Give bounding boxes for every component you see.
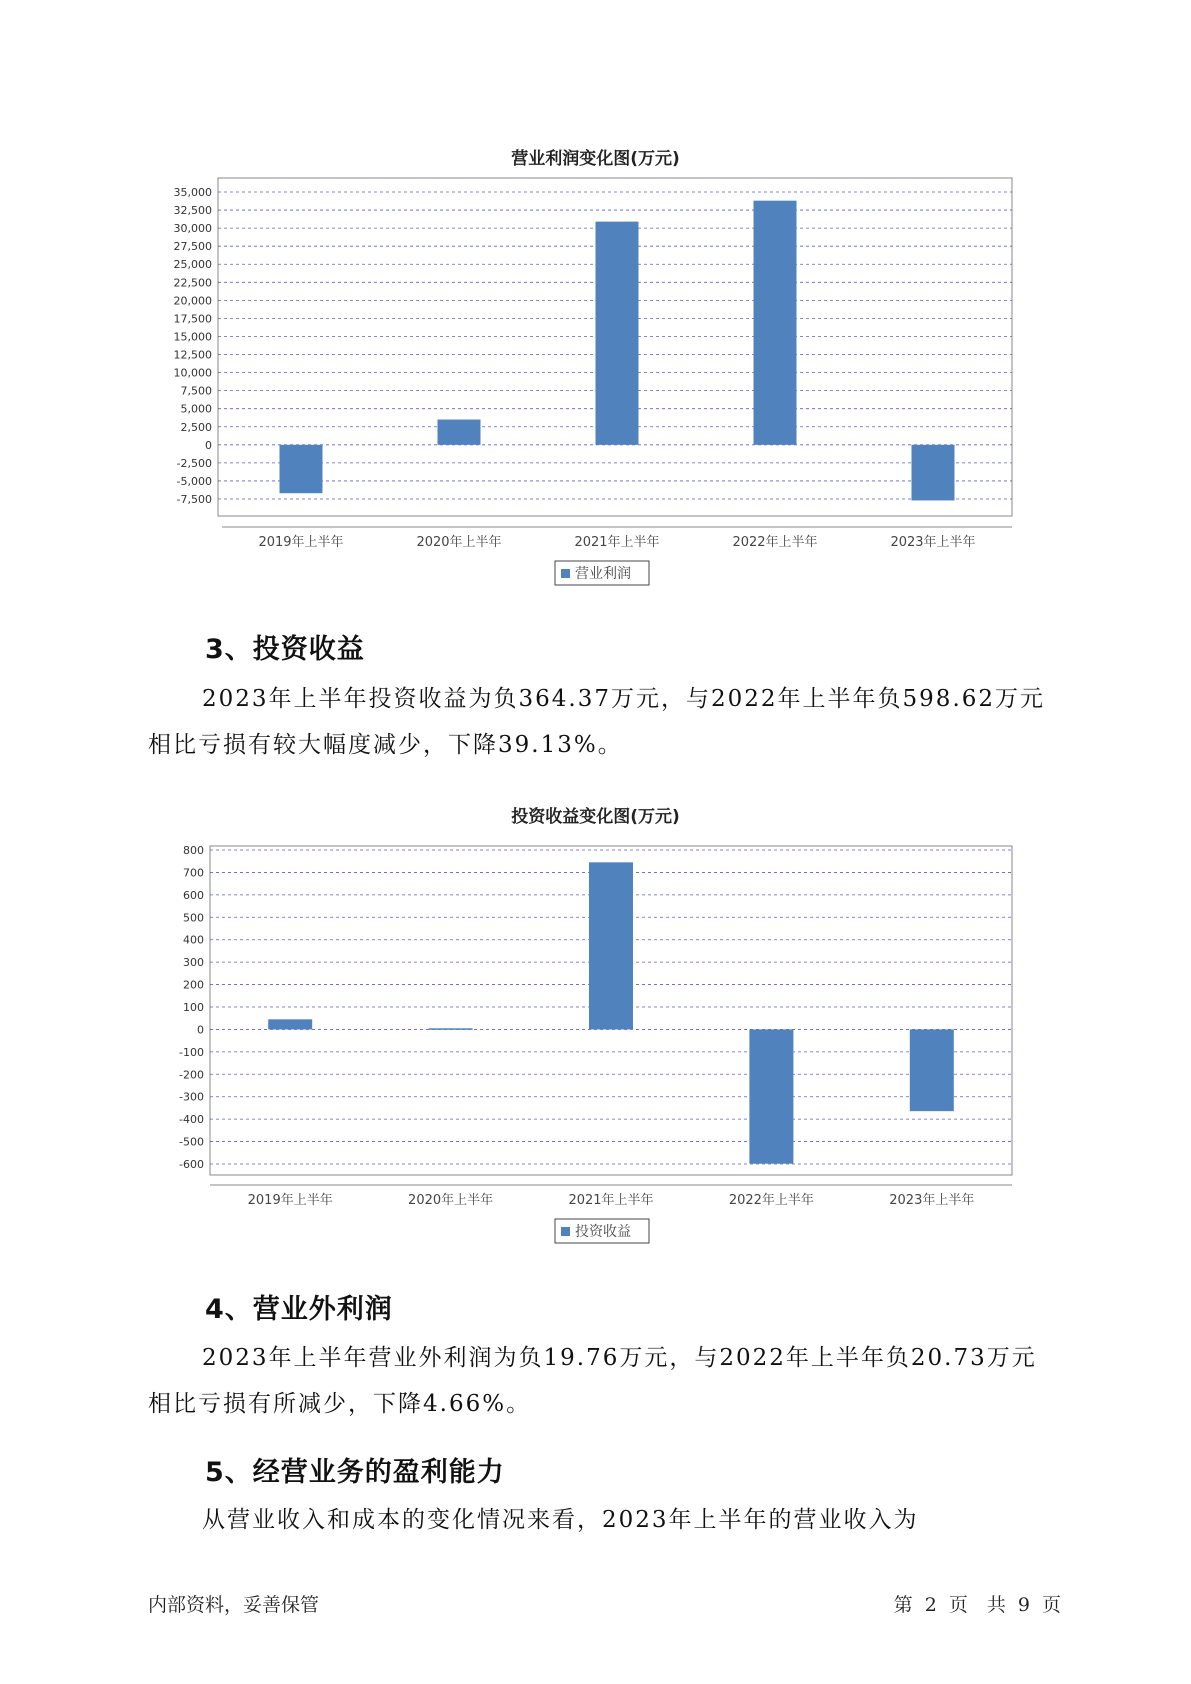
y-tick-label: 15,000 — [173, 330, 212, 344]
y-tick-label: 300 — [183, 956, 204, 970]
y-tick-label: 7,500 — [180, 384, 212, 398]
y-tick-label: 30,000 — [173, 222, 212, 236]
y-tick-label: -500 — [179, 1135, 204, 1149]
y-tick-label: 27,500 — [173, 240, 212, 254]
bar — [268, 1019, 312, 1029]
y-tick-label: -200 — [179, 1068, 204, 1082]
chart1-title: 营业利润变化图(万元) — [511, 149, 680, 169]
y-tick-label: -300 — [179, 1090, 204, 1104]
bar — [749, 1029, 793, 1163]
legend-label: 营业利润 — [575, 566, 631, 582]
y-tick-label: -400 — [179, 1113, 204, 1127]
bar — [596, 222, 639, 445]
y-tick-label: 200 — [183, 978, 204, 992]
y-tick-label: 5,000 — [180, 402, 212, 416]
y-tick-label: 700 — [183, 866, 204, 880]
x-tick-label: 2019年上半年 — [247, 1193, 333, 1208]
bar — [429, 1028, 473, 1030]
legend — [555, 561, 649, 585]
y-tick-label: 500 — [183, 911, 204, 925]
y-tick-label: 12,500 — [173, 348, 212, 362]
bar — [910, 1029, 954, 1111]
bar — [589, 862, 633, 1029]
footer-confidential-note: 内部资料，妥善保管 — [148, 1594, 320, 1616]
y-tick-label: 400 — [183, 933, 204, 947]
y-tick-label: 17,500 — [173, 312, 212, 326]
legend — [555, 1219, 649, 1243]
y-tick-label: 2,500 — [180, 420, 212, 434]
section3-paragraph: 2023年上半年投资收益为负364.37万元，与2022年上半年负598.62万元相比亏损有较大幅度减少，下降39.13%。 — [148, 686, 1046, 758]
operating-profit-chart — [0, 170, 1191, 590]
section5-paragraph: 从营业收入和成本的变化情况来看，2023年上半年的营业收入为 — [202, 1507, 919, 1533]
legend-label: 投资收益 — [575, 1224, 631, 1240]
section5-heading: 5、经营业务的盈利能力 — [205, 1457, 505, 1488]
bar — [438, 420, 481, 445]
x-tick-label: 2023年上半年 — [890, 535, 976, 550]
x-tick-label: 2020年上半年 — [416, 535, 502, 550]
x-tick-label: 2022年上半年 — [728, 1193, 814, 1208]
y-tick-label: -100 — [179, 1045, 204, 1059]
x-tick-label: 2019年上半年 — [258, 535, 344, 550]
chart2-title: 投资收益变化图(万元) — [511, 807, 680, 827]
y-tick-label: 100 — [183, 1001, 204, 1014]
legend-swatch — [561, 569, 570, 578]
section3-heading: 3、投资收益 — [205, 634, 365, 665]
x-tick-label: 2021年上半年 — [574, 535, 660, 550]
y-tick-label: -600 — [179, 1158, 204, 1171]
y-tick-label: 20,000 — [173, 294, 212, 308]
footer-page-number: 第 2 页 共 9 页 — [893, 1594, 1061, 1616]
section4-paragraph: 2023年上半年营业外利润为负19.76万元，与2022年上半年负20.73万元相比亏损有所减少，下降4.66%。 — [148, 1345, 1037, 1417]
x-tick-label: 2021年上半年 — [568, 1193, 654, 1208]
bar — [912, 445, 955, 501]
y-tick-label: -7,500 — [176, 493, 212, 506]
y-tick-label: 600 — [183, 888, 204, 902]
y-tick-label: 0 — [197, 1023, 204, 1037]
x-tick-label: 2022年上半年 — [732, 535, 818, 550]
y-tick-label: 32,500 — [173, 204, 212, 218]
y-tick-label: 25,000 — [173, 258, 212, 272]
bar — [754, 201, 797, 445]
section4-heading: 4、营业外利润 — [205, 1294, 393, 1325]
x-tick-label: 2023年上半年 — [889, 1193, 975, 1208]
y-tick-label: 800 — [183, 844, 204, 857]
investment-income-chart — [0, 830, 1191, 1250]
bar — [280, 445, 323, 493]
y-tick-label: 22,500 — [173, 276, 212, 290]
y-tick-label: 0 — [205, 438, 212, 452]
y-tick-label: 35,000 — [173, 186, 212, 199]
legend-swatch — [561, 1227, 570, 1236]
y-tick-label: 10,000 — [173, 366, 212, 380]
x-tick-label: 2020年上半年 — [408, 1193, 494, 1208]
y-tick-label: -2,500 — [176, 456, 212, 470]
y-tick-label: -5,000 — [176, 474, 212, 488]
